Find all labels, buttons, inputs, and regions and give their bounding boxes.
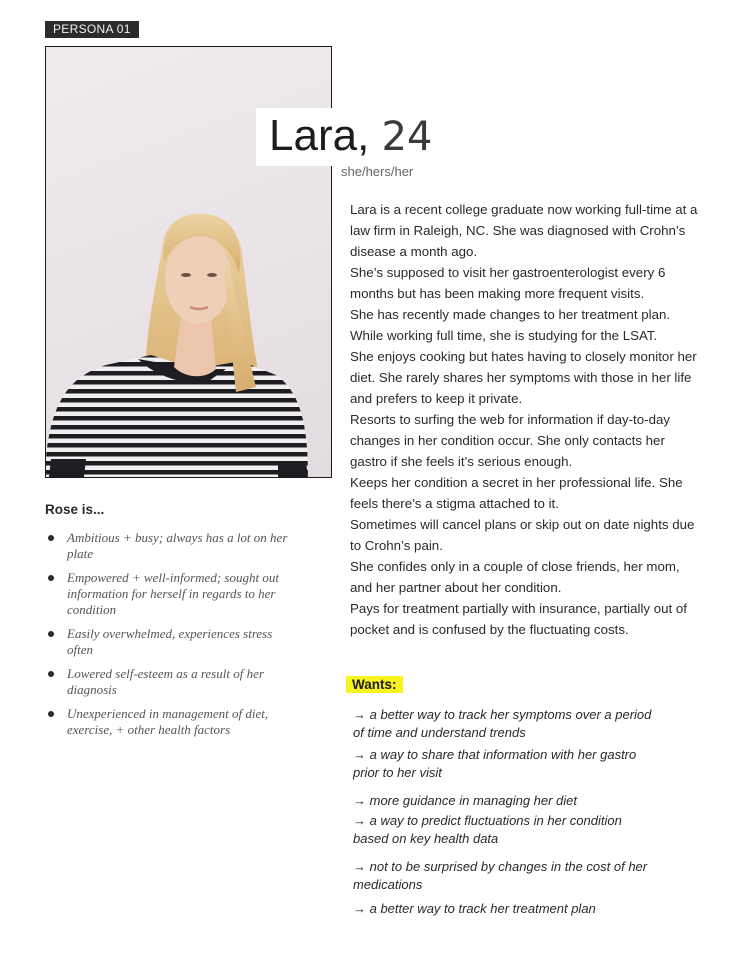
wants-title: Wants: xyxy=(346,676,403,693)
bullet-icon xyxy=(48,711,54,717)
want-item: → a way to predict fluctuations in her condition based on key health data xyxy=(353,813,622,846)
persona-bio xyxy=(350,199,705,640)
want-item: → a better way to track her symptoms over a period of time and understand trends xyxy=(353,707,652,740)
traits-title: Rose is... xyxy=(45,502,105,517)
want-item: → a better way to track her treatment plan xyxy=(353,901,596,916)
persona-first-name: Lara, xyxy=(269,111,370,160)
wants-list xyxy=(353,706,653,918)
bio-paragraph: Resorts to surfing the web for information if day-to-day changes in her condition occur. She only contacts her gastro if she feels it’s serious enough. xyxy=(350,412,671,469)
bio-paragraph: She enjoys cooking but hates having to closely monitor her diet. She rarely shares her symptoms with those in her life and prefers to keep it private. xyxy=(350,349,697,406)
trait-text: Empowered + well-informed; sought out information for herself in regards to her condition xyxy=(67,570,279,617)
persona-tag: PERSONA 01 xyxy=(45,21,139,38)
trait-text: Lowered self-esteem as a result of her diagnosis xyxy=(67,666,264,697)
trait-item xyxy=(48,530,288,562)
trait-text: Unexperienced in management of diet, exercise, + other health factors xyxy=(67,706,269,737)
persona-name xyxy=(269,108,432,165)
bio-paragraph: Pays for treatment partially with insurance, partially out of pocket and is confused by the fluctuating costs. xyxy=(350,601,688,637)
want-item: → a way to share that information with her gastro prior to her visit xyxy=(353,747,637,780)
trait-item xyxy=(48,666,288,698)
bullet-icon xyxy=(48,535,54,541)
bio-paragraph: She confides only in a couple of close friends, her mom, and her partner about her condition. xyxy=(350,559,680,595)
bullet-icon xyxy=(48,575,54,581)
traits-list xyxy=(48,530,288,746)
persona-age: 24 xyxy=(381,114,433,160)
trait-item xyxy=(48,570,288,618)
bullet-icon xyxy=(48,631,54,637)
want-item: → more guidance in managing her diet xyxy=(353,793,578,808)
bio-paragraph: Sometimes will cancel plans or skip out on date nights due to Crohn’s pain. xyxy=(350,517,695,553)
trait-text: Ambitious + busy; always has a lot on her plate xyxy=(67,530,288,561)
want-item: → not to be surprised by changes in the cost of her medications xyxy=(353,859,648,892)
bio-paragraph: Lara is a recent college graduate now working full-time at a law firm in Raleigh, NC. She was diagnosed with Crohn’s disease a month ago. xyxy=(350,202,698,259)
bio-paragraph: While working full time, she is studying for the LSAT. xyxy=(350,328,658,343)
bio-paragraph: Keeps her condition a secret in her professional life. She feels there’s a stigma attached to it. xyxy=(350,475,683,511)
bio-paragraph: She’s supposed to visit her gastroenterologist every 6 months but has been making more frequent visits. xyxy=(350,265,666,301)
trait-text: Easily overwhelmed, experiences stress often xyxy=(67,626,273,657)
bullet-icon xyxy=(48,671,54,677)
trait-item xyxy=(48,706,288,738)
persona-pronouns: she/hers/her xyxy=(341,164,414,179)
bio-paragraph: She has recently made changes to her treatment plan. xyxy=(350,307,671,322)
trait-item xyxy=(48,626,288,658)
